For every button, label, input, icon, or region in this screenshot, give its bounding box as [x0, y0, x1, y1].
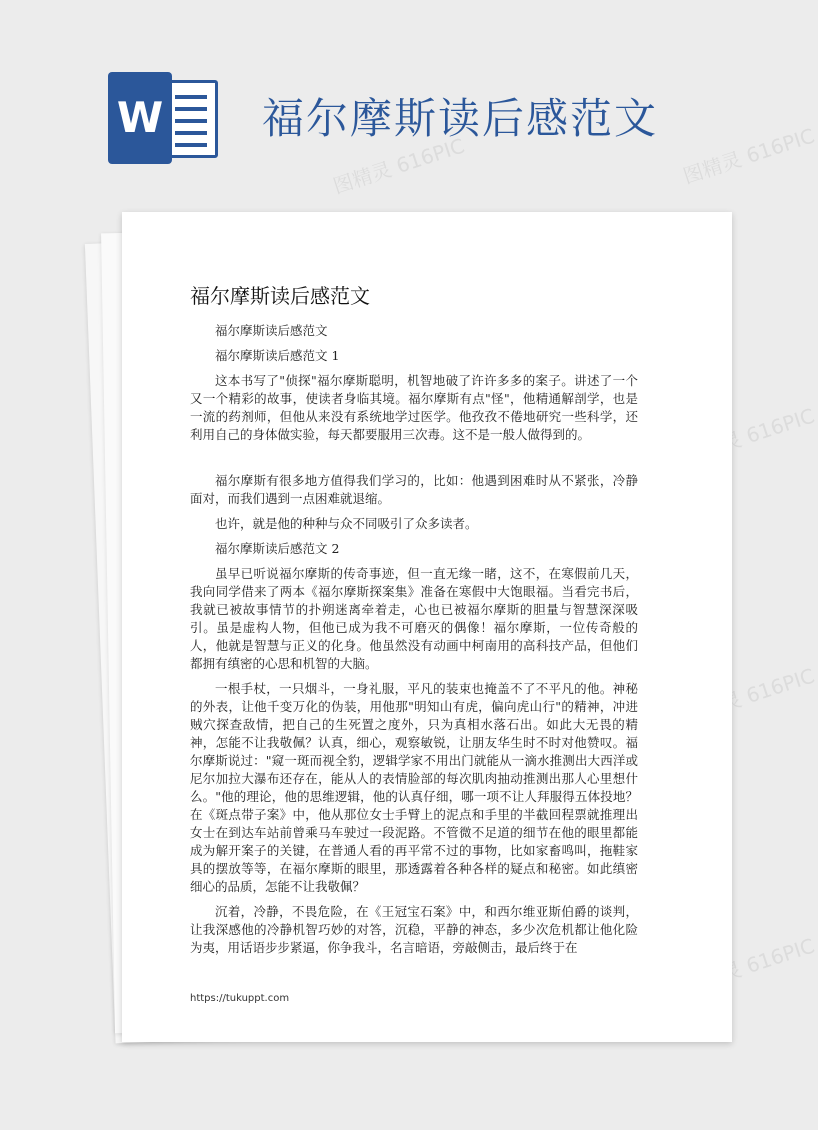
- paragraph: 福尔摩斯读后感范文 2: [215, 541, 340, 556]
- paragraph: 这本书写了"侦探"福尔摩斯聪明，机智地破了许许多多的案子。讲述了一个又一个精彩的故事，使读者身临其境。福尔摩斯有点"怪"，他精通解剖学，也是一流的药剂师，但他从来没有系统地学过医学。他孜孜不倦地研究一些科学，还利用自己的身体做实验，每天都要服用三次毒。这不是一般人做得到的。: [190, 373, 638, 442]
- paragraph: 福尔摩斯有很多地方值得我们学习的，比如：他遇到困难时从不紧张，冷静面对，而我们遇到一点困难就退缩。: [190, 473, 638, 506]
- watermark: 图精灵 616PIC: [680, 933, 818, 999]
- document-page: [122, 212, 732, 1042]
- paragraph: 福尔摩斯读后感范文 1: [215, 348, 340, 363]
- word-document-icon: [108, 72, 220, 164]
- header-banner: [0, 0, 800, 200]
- paragraph: 沉着，冷静，不畏危险，在《王冠宝石案》中，和西尔维亚斯伯爵的谈判，让我深感他的冷静机智巧妙的对答，沉稳，平静的神态，多少次危机都让他化险为夷，用话语步步紧逼，你争我斗，名言暗语，旁敲侧击，最后终于在: [190, 904, 638, 955]
- footer-url: https://tukuppt.com: [190, 993, 290, 1004]
- document-title: 福尔摩斯读后感范文: [190, 284, 370, 308]
- word-icon-badge: W: [108, 72, 172, 164]
- watermark: 图精灵 616PIC: [330, 133, 468, 199]
- watermark: 图精灵 616PIC: [680, 663, 818, 729]
- watermark: 图精灵 616PIC: [680, 123, 818, 189]
- watermark: 图精灵 616PIC: [680, 403, 818, 469]
- paragraph: 虽早已听说福尔摩斯的传奇事迹，但一直无缘一睹，这不，在寒假前几天，我向同学借来了两本《福尔摩斯探案集》准备在寒假中大饱眼福。当看完书后，我就已被故事情节的扑朔迷离牵着走，心也已被福尔摩斯的胆量与智慧深深吸引。虽是虚构人物，但他已成为我不可磨灭的偶像！福尔摩斯，一位传奇般的人，他就是智慧与正义的化身。他虽然没有动画中柯南用的高科技产品，但他们都拥有缜密的心思和机智的大脑。: [190, 566, 638, 671]
- paragraph: 一根手杖，一只烟斗，一身礼服，平凡的装束也掩盖不了不平凡的他。神秘的外表，让他千变万化的伪装，用他那"明知山有虎，偏向虎山行"的精神，冲进贼穴探查敌情，把自己的生死置之度外，只为真相水落石出。如此大无畏的精神，怎能不让我敬佩？认真，细心，观察敏锐，让朋友华生时不时对他赞叹。福尔摩斯说过："窥一斑而视全豹，逻辑学家不用出门就能从一滴水推测出大西洋或尼尔加拉大瀑布还存在，能从人的表情脸部的每次肌肉抽动推测出那人心里想什么。"他的理论，他的思维逻辑，他的认真仔细，哪一项不让人拜服得五体投地？在《斑点带子案》中，他从那位女士手臂上的泥点和手里的半截回程票就推理出女士在到达车站前曾乘马车驶过一段泥路。不管微不足道的细节在他的眼里都能成为解开案子的关键，在普通人看的再平常不过的事物，比如家畜鸣叫，拖鞋家具的摆放等等，在福尔摩斯的眼里，那透露着各种各样的疑点和秘密。如此缜密细心的品质，怎能不让我敬佩？: [190, 681, 638, 894]
- document-body: [190, 322, 638, 964]
- paragraph: 福尔摩斯读后感范文: [215, 323, 328, 338]
- paragraph: 也许，就是他的种种与众不同吸引了众多读者。: [215, 516, 478, 531]
- header-title: 福尔摩斯读后感范文: [262, 94, 659, 143]
